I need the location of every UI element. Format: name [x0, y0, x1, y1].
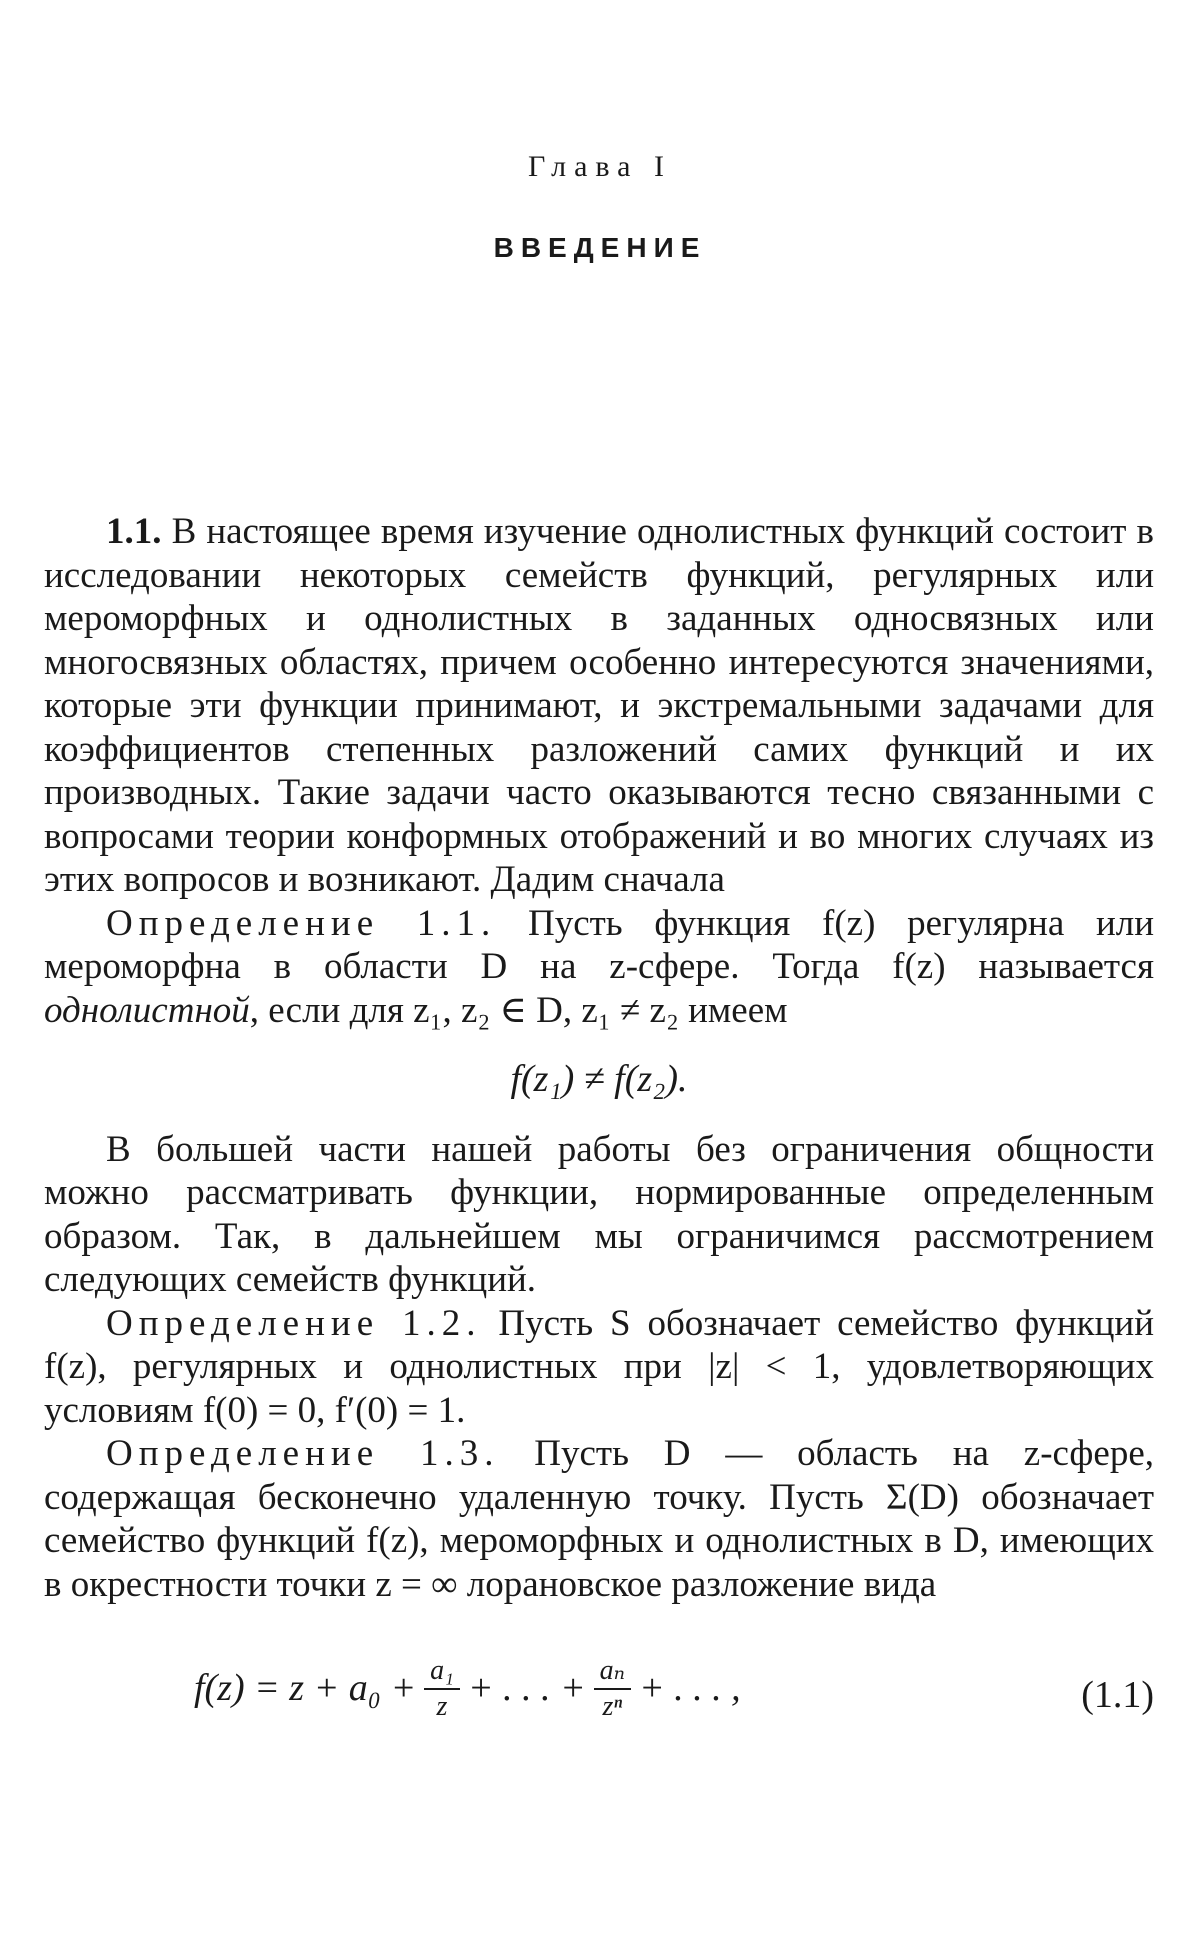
definition-1-text-a: Пусть функция f(z) регулярна или мероморфна в области D на z-сфере. Тогда f(z) называется	[44, 902, 1155, 987]
page-body	[44, 510, 1154, 1742]
paragraph-normalization: В большей части нашей работы без ограничения общности можно рассматривать функции, нормированные определенным образом. Так, в дальнейшем мы ограничимся рассмотрением следующих семейств функций.	[44, 1128, 1154, 1300]
equation-number: (1.1)	[1081, 1674, 1154, 1716]
paragraph-intro	[44, 510, 1154, 902]
definition-1-term: однолистной	[44, 989, 250, 1031]
definition-2-label: Определение 1.2.	[106, 1302, 482, 1344]
equation-middle: + . . . +	[467, 1667, 586, 1710]
definition-3-text: Пусть D — область на z-сфере, содержащая бесконечно удаленную точку. Пусть Σ(D) обозначает семейство функций f(z), мероморфных и однолистных в D, имеющих в окрестности точки z = ∞ лорановское разложение вида	[44, 1433, 1154, 1605]
equation-laurent	[44, 1646, 1154, 1742]
fraction-1-denominator: z	[436, 1691, 448, 1722]
formula-inequality: f(z₁) ≠ f(z₂).	[510, 1058, 688, 1100]
fraction-2-denominator: zⁿ	[602, 1691, 623, 1722]
chapter-title: ВВЕДЕНИЕ	[493, 232, 707, 263]
definition-1-text-b: , если для z₁, z₂ ∈ D, z₁ ≠ z₂ имеем	[249, 989, 788, 1031]
chapter-heading: Глава I	[528, 150, 672, 183]
definition-2-text: Пусть S обозначает семейство функций f(z), регулярных и однолистных при |z| < 1, удовлетворяющих условиям f(0) = 0, f′(0) = 1.	[44, 1302, 1155, 1431]
section-number: 1.1.	[106, 511, 162, 552]
paragraph-intro-text: В настоящее время изучение однолистных функций состоит в исследовании некоторых семейств функций, регулярных или мероморфных и однолистных в заданных односвязных или многосвязных областях, причем особенно интересуются значениями, которые эти функции принимают, и экстремальными задачами для коэффициентов степенных разложений самих функций и их производных. Такие задачи часто оказываются тесно связанными с вопросами теории конформных отображений и во многих случаях из этих вопросов и возникают. Дадим сначала	[44, 511, 1154, 900]
equation-lhs: f(z) = z + a₀ +	[194, 1667, 417, 1710]
equation-tail: + . . . ,	[638, 1667, 741, 1710]
definition-1	[44, 902, 1154, 1033]
definition-1-label: Определение 1.1.	[106, 902, 497, 944]
equation-fraction-1	[424, 1654, 460, 1724]
definition-3-label: Определение 1.3.	[106, 1433, 500, 1474]
equation-expression	[194, 1654, 741, 1724]
definition-3	[44, 1432, 1154, 1606]
fraction-1-numerator: a₁	[424, 1654, 460, 1690]
definition-2	[44, 1302, 1154, 1433]
fraction-2-numerator: aₙ	[594, 1654, 631, 1690]
equation-fraction-2	[594, 1654, 631, 1724]
